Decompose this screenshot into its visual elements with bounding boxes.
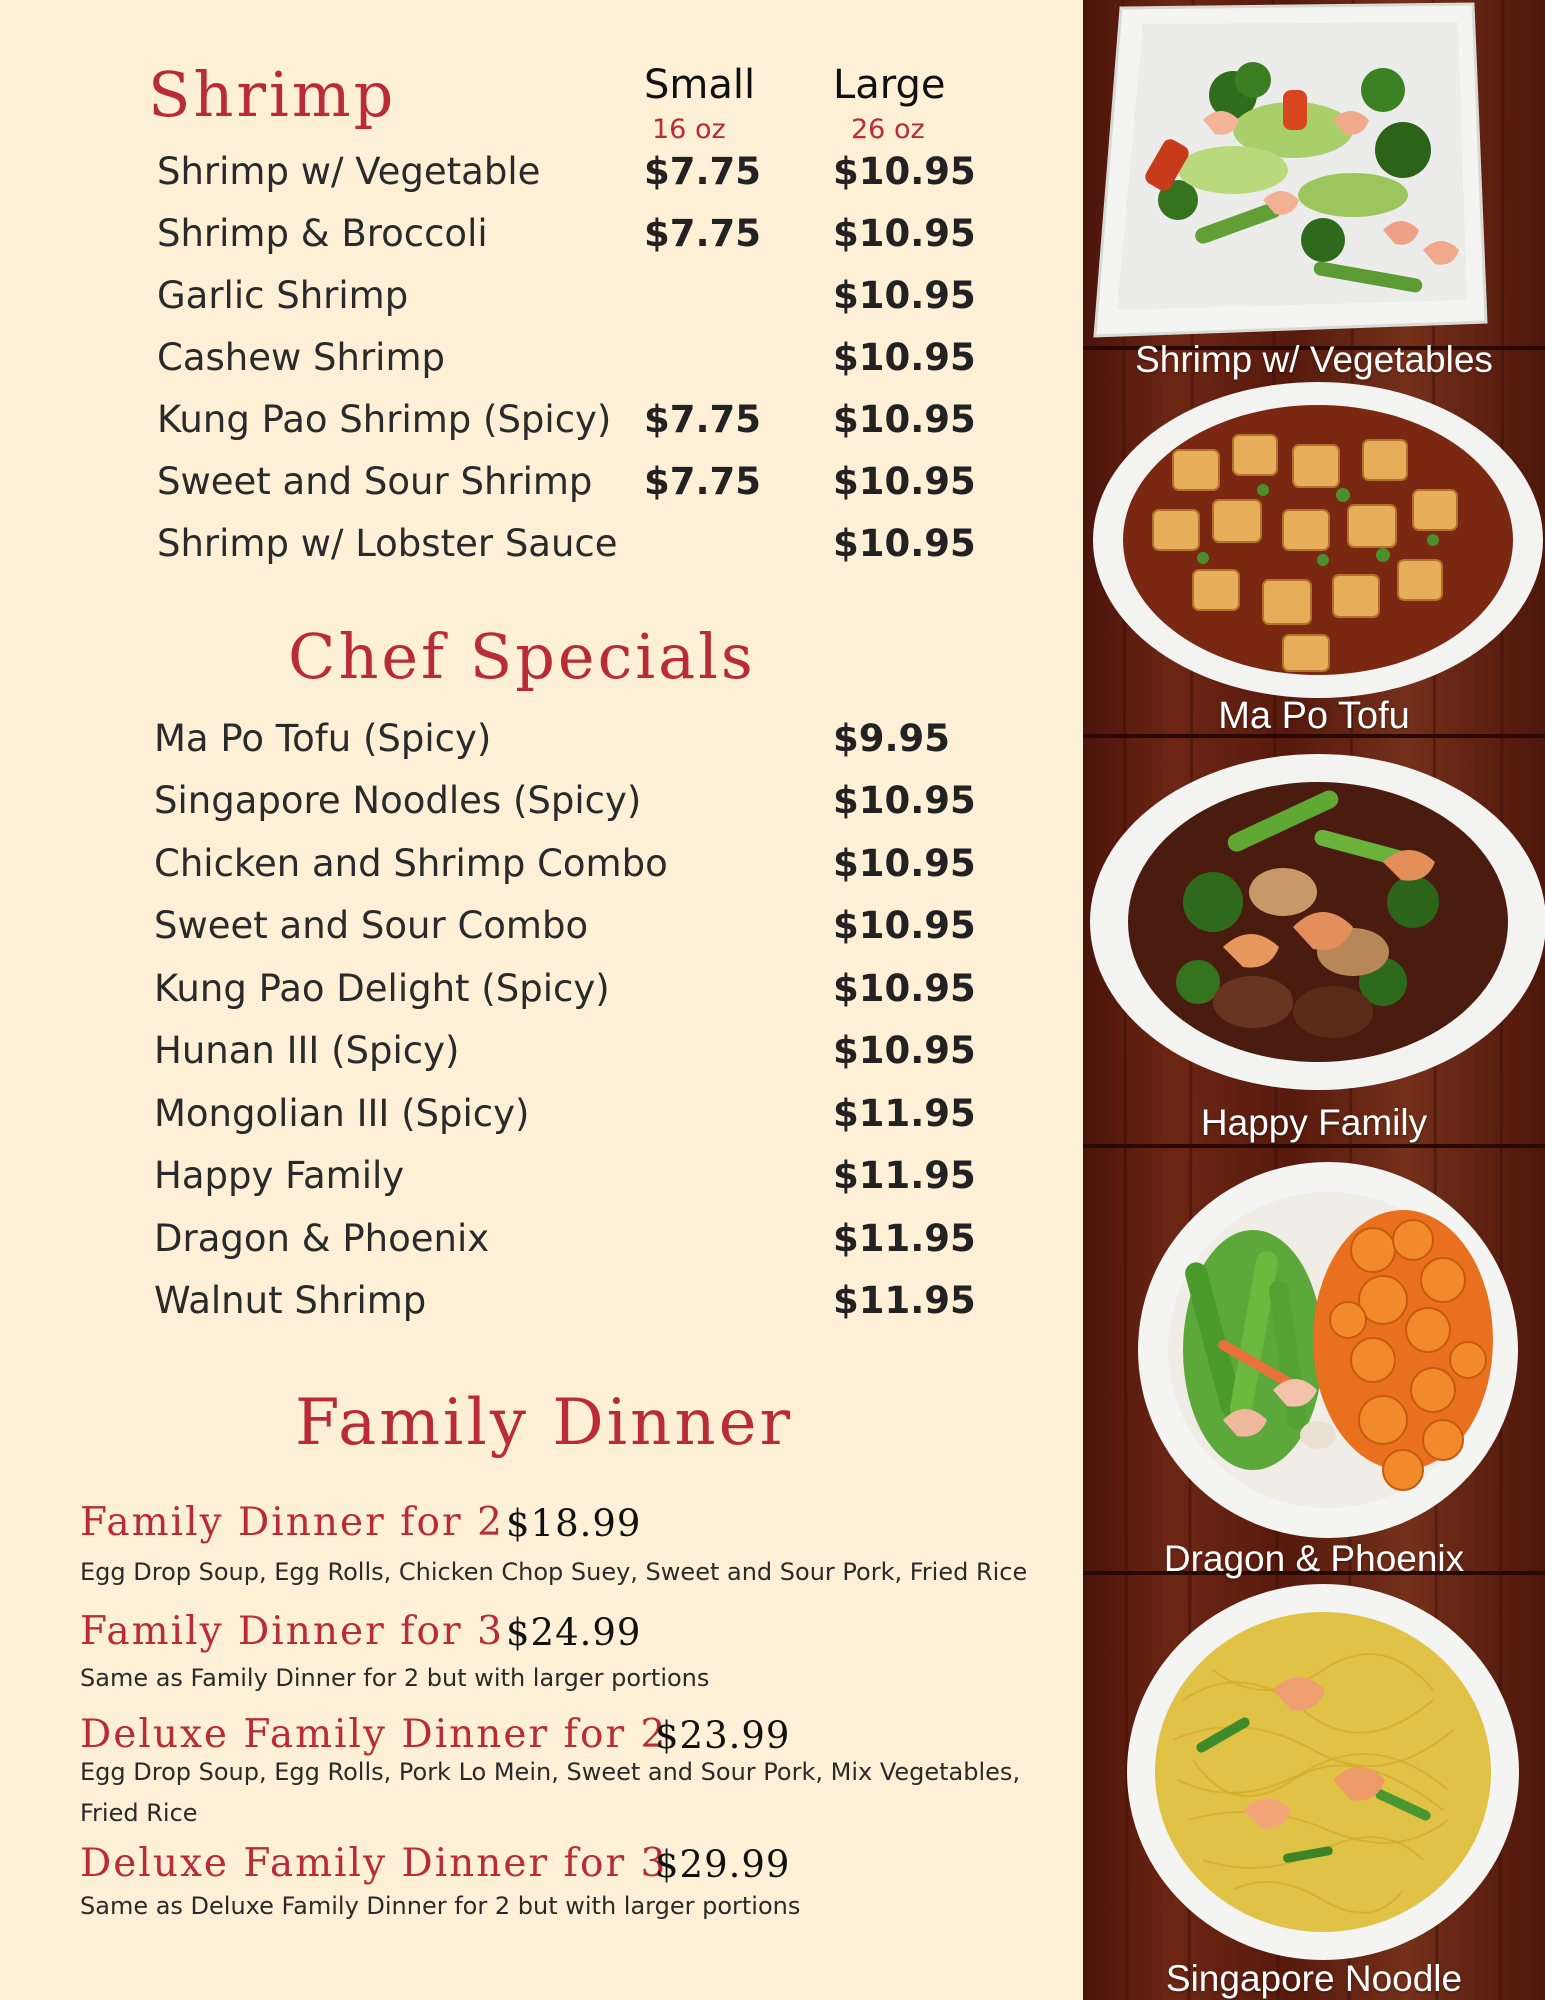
large-price: $10.95: [833, 212, 976, 255]
family-dinner-description: Egg Drop Soup, Egg Rolls, Pork Lo Mein, Sweet and Sour Pork, Mix Vegetables,: [80, 1758, 1021, 1786]
large-price: $10.95: [833, 398, 976, 441]
singapore-noodle-image: [1083, 1580, 1545, 1960]
large-column-header: Large: [833, 62, 946, 108]
item-name: Happy Family: [154, 1154, 405, 1197]
item-price: $11.95: [833, 1154, 976, 1197]
item-name: Walnut Shrimp: [154, 1279, 427, 1322]
item-name: Shrimp & Broccoli: [157, 212, 488, 255]
shrimp-section-title: Shrimp: [148, 58, 397, 131]
family-dinner-name: Family Dinner for 2: [80, 1500, 504, 1545]
shrimp-vegetables-image: [1083, 0, 1545, 348]
family-dinner-description: Same as Deluxe Family Dinner for 2 but with larger portions: [80, 1892, 801, 1920]
family-dinner-price: $24.99: [506, 1611, 642, 1654]
item-name: Garlic Shrimp: [157, 274, 409, 317]
item-name: Shrimp w/ Vegetable: [157, 150, 541, 193]
photo-caption: Singapore Noodle: [1165, 1958, 1463, 1999]
small-size-label: 16 oz: [652, 114, 726, 145]
shrimp-vegetables-photo: [1083, 0, 1545, 380]
large-price: $10.95: [833, 150, 976, 193]
family-dinner-name: Deluxe Family Dinner for 2: [80, 1712, 668, 1757]
photo-caption: Ma Po Tofu: [1218, 695, 1410, 737]
item-price: $9.95: [833, 717, 951, 760]
small-price: $7.75: [644, 398, 762, 441]
item-price: $10.95: [833, 967, 976, 1010]
ma-po-tofu-photo: [1083, 380, 1545, 740]
family-dinner-price: $23.99: [655, 1714, 791, 1757]
happy-family-photo: [1083, 752, 1545, 1152]
family-dinner-price: $29.99: [655, 1843, 791, 1886]
item-price: $10.95: [833, 1029, 976, 1072]
item-price: $11.95: [833, 1092, 976, 1135]
chef-specials-section-title: Chef Specials: [288, 620, 756, 693]
large-size-label: 26 oz: [851, 114, 925, 145]
item-price: $11.95: [833, 1279, 976, 1322]
item-name: Ma Po Tofu (Spicy): [154, 717, 492, 760]
dragon-phoenix-image: [1083, 1160, 1545, 1540]
item-name: Singapore Noodles (Spicy): [154, 779, 642, 822]
item-name: Sweet and Sour Shrimp: [157, 460, 593, 503]
item-name: Shrimp w/ Lobster Sauce: [157, 522, 618, 565]
item-name: Kung Pao Shrimp (Spicy): [157, 398, 612, 441]
item-name: Dragon & Phoenix: [154, 1217, 490, 1260]
family-dinner-name: Family Dinner for 3: [80, 1609, 504, 1654]
small-price: $7.75: [644, 212, 762, 255]
item-price: $11.95: [833, 1217, 976, 1260]
family-dinner-description-line2: Fried Rice: [80, 1799, 198, 1827]
family-dinner-section-title: Family Dinner: [295, 1386, 794, 1460]
family-dinner-name: Deluxe Family Dinner for 3: [80, 1841, 668, 1886]
photo-caption: Dragon & Phoenix: [1163, 1538, 1465, 1579]
item-price: $10.95: [833, 779, 976, 822]
photo-caption: Happy Family: [1200, 1102, 1428, 1143]
family-dinner-price: $18.99: [506, 1502, 642, 1545]
item-name: Chicken and Shrimp Combo: [154, 842, 668, 885]
ma-po-tofu-image: [1083, 380, 1545, 700]
item-name: Kung Pao Delight (Spicy): [154, 967, 610, 1010]
small-price: $7.75: [644, 150, 762, 193]
item-name: Cashew Shrimp: [157, 336, 445, 379]
large-price: $10.95: [833, 336, 976, 379]
large-price: $10.95: [833, 522, 976, 565]
small-price: $7.75: [644, 460, 762, 503]
large-price: $10.95: [833, 274, 976, 317]
item-name: Hunan III (Spicy): [154, 1029, 460, 1072]
item-name: Mongolian III (Spicy): [154, 1092, 530, 1135]
large-price: $10.95: [833, 460, 976, 503]
family-dinner-description: Egg Drop Soup, Egg Rolls, Chicken Chop Suey, Sweet and Sour Pork, Fried Rice: [80, 1558, 1028, 1586]
family-dinner-description: Same as Family Dinner for 2 but with larger portions: [80, 1664, 710, 1692]
item-price: $10.95: [833, 904, 976, 947]
dragon-phoenix-photo: [1083, 1160, 1545, 1580]
singapore-noodle-photo: [1083, 1580, 1545, 2000]
small-column-header: Small: [644, 62, 756, 108]
photo-caption: Shrimp w/ Vegetables: [1135, 339, 1493, 380]
photo-column: [1083, 0, 1545, 2000]
happy-family-image: [1083, 752, 1545, 1092]
item-price: $10.95: [833, 842, 976, 885]
item-name: Sweet and Sour Combo: [154, 904, 589, 947]
